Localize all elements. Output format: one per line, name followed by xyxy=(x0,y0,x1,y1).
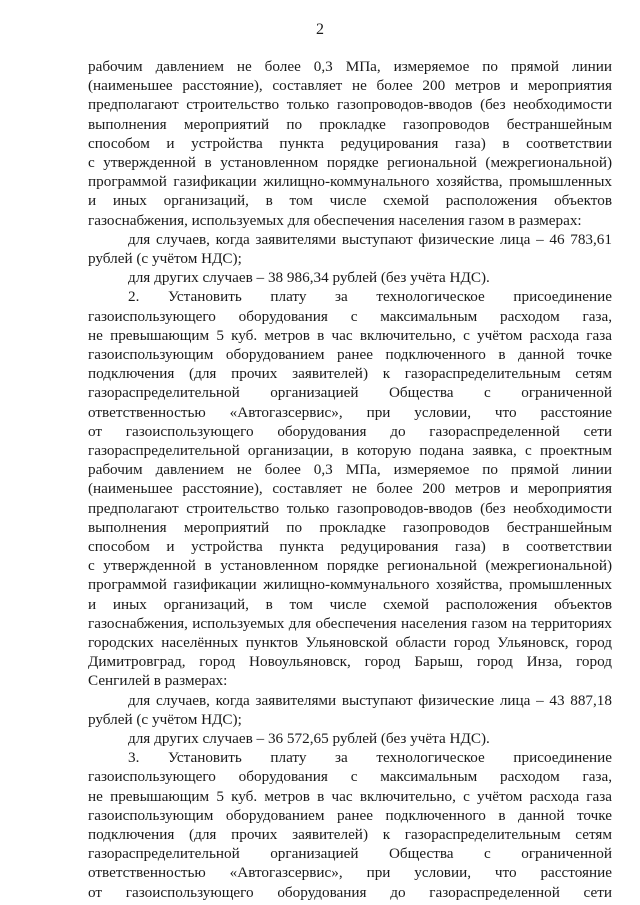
text-line: 2. Установить плату за технологическое присоединение xyxy=(128,288,612,306)
text-line: (наименьшее расстояние), составляет не более 200 метров и мероприятия xyxy=(88,480,612,498)
text-line: способом и устройства пункта редуцирования газа) в соответствии xyxy=(88,538,612,555)
text-line: ответственностью «Автогазсервис», при условии, что расстояние xyxy=(88,403,612,421)
text-line: газораспределительной организацией Общества с ограниченной xyxy=(88,845,612,863)
text-line: газоиспользующего оборудования с максимальным расходом газа, xyxy=(88,307,612,325)
text-line: рабочим давлением не более 0,3 МПа, измеряемое по прямой линии xyxy=(88,461,612,479)
text-line: газоснабжения, используемых для обеспечения населения газом в размерах: xyxy=(88,211,582,229)
text-line: (наименьшее расстояние), составляет не более 200 метров и мероприятия xyxy=(88,77,612,95)
text-line: для случаев, когда заявителями выступают физические лица – 46 783,61 xyxy=(128,230,612,248)
text-line: подключения (для прочих заявителей) к газораспределительным сетям xyxy=(88,826,612,843)
text-line: от газоиспользующего оборудования до газораспределенной сети xyxy=(88,883,612,901)
text-line: для случаев, когда заявителями выступают физические лица – 43 887,18 xyxy=(128,691,612,709)
text-line: программой газификации жилищно-коммунального хозяйства, промышленных xyxy=(88,576,612,594)
text-line: подключения (для прочих заявителей) к газораспределительным сетям xyxy=(88,365,612,383)
text-line: не превышающим 5 куб. метров в час включительно, с учётом расхода газа xyxy=(88,326,612,344)
text-line: с утвержденной в установленном порядке региональной (межрегиональной) xyxy=(88,557,612,575)
text-line: выполнения мероприятий по прокладке газопроводов бестраншейным xyxy=(88,115,612,133)
text-line: газоснабжения, используемых для обеспечения населения газом на территориях xyxy=(88,614,612,632)
text-line: от газоиспользующего оборудования до газораспределенной сети xyxy=(88,422,612,440)
text-line: не превышающим 5 куб. метров в час включительно, с учётом расхода газа xyxy=(88,787,612,805)
text-line: предполагают строительство только газопроводов-вводов (без необходимости xyxy=(88,96,612,114)
text-line: рабочим давлением не более 0,3 МПа, измеряемое по прямой линии xyxy=(88,58,612,75)
text-line: предполагают строительство только газопроводов-вводов (без необходимости xyxy=(88,499,612,517)
text-line: городских населённых пунктов Ульяновской области город Ульяновск, город xyxy=(88,634,612,651)
text-line: выполнения мероприятий по прокладке газопроводов бестраншейным xyxy=(88,518,612,536)
text-line: и иных организаций, в том числе схемой расположения объектов xyxy=(88,192,612,210)
text-line: газораспределительной организации, в которую подана заявка, с проектным xyxy=(88,442,612,459)
text-line: газоиспользующего оборудования с максимальным расходом газа, xyxy=(88,768,612,786)
text-line: газоиспользующим оборудованием ранее подключенного в данной точке xyxy=(88,806,612,824)
text-line: газораспределительной организацией Общества с ограниченной xyxy=(88,384,612,402)
text-line: для других случаев – 38 986,34 рублей (без учёта НДС). xyxy=(128,269,490,287)
text-line: 3. Установить плату за технологическое присоединение xyxy=(128,749,612,767)
text-line: программой газификации жилищно-коммунального хозяйства, промышленных xyxy=(88,173,612,191)
text-line: для других случаев – 36 572,65 рублей (без учёта НДС). xyxy=(128,730,490,747)
text-line: рублей (с учётом НДС); xyxy=(88,710,242,728)
text-line: газоиспользующим оборудованием ранее подключенного в данной точке xyxy=(88,346,612,363)
text-line: ответственностью «Автогазсервис», при условии, что расстояние xyxy=(88,864,612,882)
text-line: Сенгилей в размерах: xyxy=(88,672,228,690)
text-line: рублей (с учётом НДС); xyxy=(88,250,242,267)
text-line: и иных организаций, в том числе схемой расположения объектов xyxy=(88,595,612,613)
text-line: способом и устройства пункта редуцирования газа) в соответствии xyxy=(88,134,612,152)
page-number: 2 xyxy=(316,21,324,38)
text-line: Димитровград, город Новоульяновск, город Барыш, город Инза, город xyxy=(88,653,612,671)
text-line: с утвержденной в установленном порядке региональной (межрегиональной) xyxy=(88,154,612,171)
